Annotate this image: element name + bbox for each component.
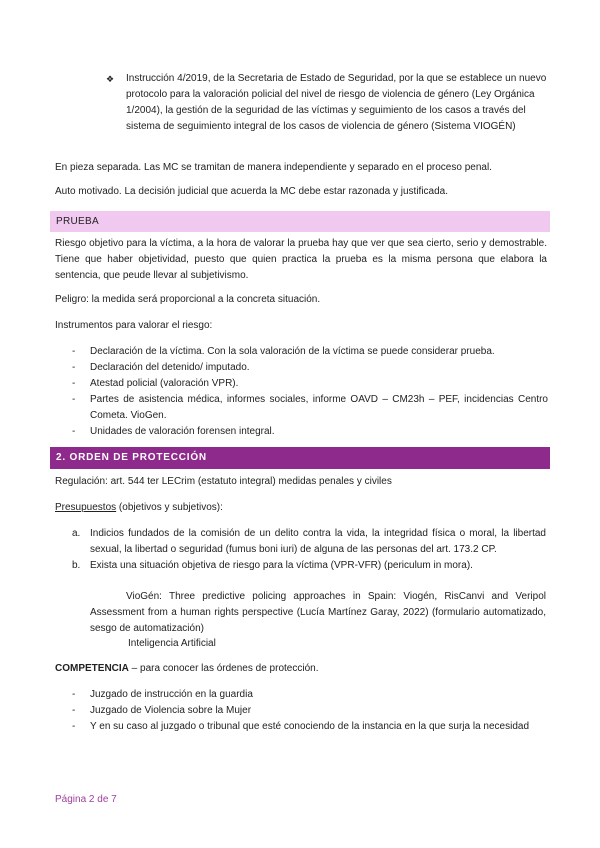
pieza-separada-text: En pieza separada. Las MC se tramitan de manera independiente y separado en el proceso penal. — [55, 162, 492, 173]
list-item: b. Exista una situación objetiva de riesgo para la víctima (VPR-VFR) (periculum in mora). — [72, 560, 473, 571]
four-diamond-bullet-icon: ❖ — [106, 74, 115, 84]
list-item: - Declaración del detenido/ imputado. — [72, 360, 548, 376]
list-item: - Juzgado de instrucción en la guardia — [72, 687, 548, 703]
prueba-heading: PRUEBA — [56, 216, 99, 227]
list-item: - Atestad policial (valoración VPR). — [72, 376, 548, 392]
instrumentos-intro: Instrumentos para valorar el riesgo: — [55, 320, 213, 331]
auto-motivado-text: Auto motivado. La decisión judicial que acuerda la MC debe estar razonada y justificada. — [55, 186, 449, 197]
orden-heading-bar — [50, 447, 550, 469]
page-number: Página 2 de 7 — [55, 794, 117, 805]
dash-bullet-icon: - — [72, 426, 76, 437]
prueba-heading-bar — [50, 211, 550, 232]
dash-bullet-icon: - — [72, 689, 76, 700]
peligro-text: Peligro: la medida será proporcional a la concreta situación. — [55, 294, 321, 305]
dash-bullet-icon: - — [72, 362, 76, 373]
list-item: a. Indicios fundados de la comisión de un delito contra la vida, la integridad física o moral, la libertad sexual, la libertad o seguridad (fumus boni iuri) de alguna de las personas del art. 173.2 CP. — [72, 528, 546, 555]
list-item: - Partes de asistencia médica, informes sociales, informe OAVD – CM23h – PEF, incidencias Centro Cometa. VioGen. — [72, 394, 548, 421]
ia-note: Inteligencia Artificial — [128, 638, 216, 649]
regulacion-text: Regulación: art. 544 ter LECrim (estatuto integral) medidas penales y civiles — [55, 476, 392, 487]
instruccion-block — [106, 71, 550, 135]
riesgo-text: Riesgo objetivo para la víctima, a la hora de valorar la prueba hay que ver que sea cierto, serio y demostrable. Tiene que haber objetividad, puesto que quien practica la prueba es la misma persona que elabora la sentencia, que peude llevar al subjetivismo. — [55, 238, 547, 281]
presupuestos-label: Presupuestos — [55, 502, 117, 513]
dash-bullet-icon: - — [72, 378, 76, 389]
list-item: - Declaración de la víctima. Con la sola valoración de la víctima se puede considerar prueba. — [72, 344, 548, 360]
dash-bullet-icon: - — [72, 346, 76, 357]
list-item: - Juzgado de Violencia sobre la Mujer — [72, 703, 548, 719]
viogen-note: VioGén: Three predictive policing approaches in Spain: Viogén, RisCanvi and Veripol Assessment from a human rights perspective (Lucía Martínez Garay, 2022) (formulario automatizado, sesgo de automatización) — [90, 591, 546, 634]
dash-bullet-icon: - — [72, 705, 76, 716]
dash-bullet-icon: - — [72, 394, 76, 405]
dash-bullet-icon: - — [72, 721, 76, 732]
list-item: - Unidades de valoración forensen integral. — [72, 424, 548, 440]
competencia-intro: COMPETENCIA – para conocer las órdenes de protección. — [55, 663, 319, 674]
orden-heading: 2. ORDEN DE PROTECCIÓN — [56, 452, 207, 463]
presupuestos-intro: Presupuestos (objetivos y subjetivos): — [55, 502, 223, 513]
list-item: - Y en su caso al juzgado o tribunal que esté conociendo de la instancia en la que surja la necesidad — [72, 719, 548, 735]
instruccion-text: Instrucción 4/2019, de la Secretaria de Estado de Seguridad, por la que se establece un nuevo protocolo para la valoración policial del nivel de riesgo de violencia de género (Ley Orgánica 1/2004), la gestión de la seguridad de las víctimas y seguimiento de los casos a través del sistema de seguimiento integral de los casos de violencia de género (Sistema VIOGÉN) — [126, 73, 547, 132]
presupuestos-list — [72, 526, 546, 574]
competencia-label: COMPETENCIA — [55, 663, 129, 674]
instrumentos-list — [72, 344, 548, 440]
competencia-list — [72, 687, 548, 735]
